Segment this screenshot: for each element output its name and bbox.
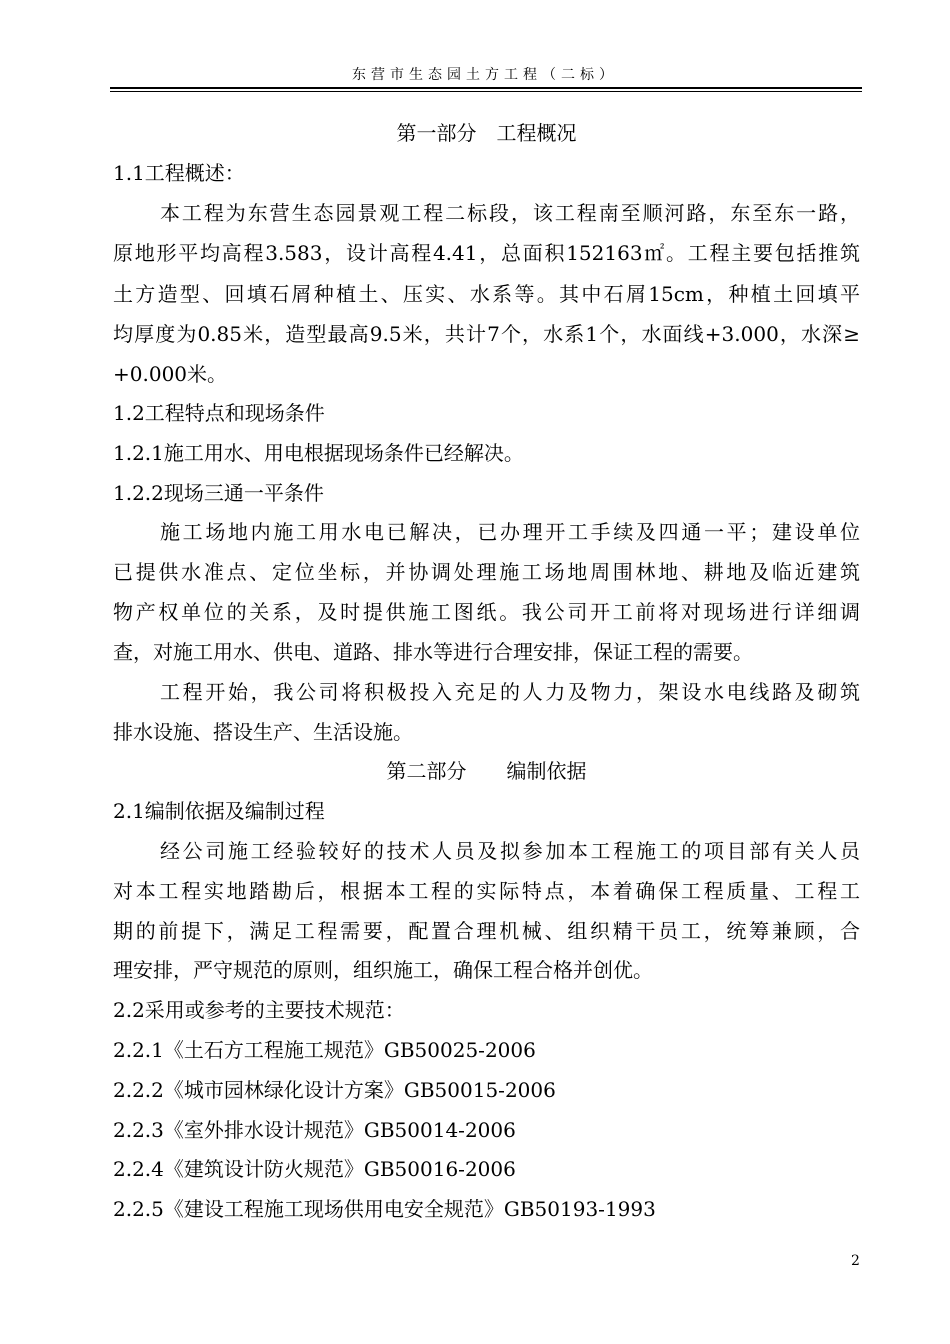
section-1-2-heading: 1.2工程特点和现场条件 <box>113 401 325 425</box>
standard-item: 2.2.4《建筑设计防火规范》GB50016-2006 <box>113 1157 516 1181</box>
section-1-2-2-heading: 1.2.2现场三通一平条件 <box>113 481 324 505</box>
part1-title: 第一部分 工程概况 <box>396 121 577 145</box>
paragraph-2-line: 查，对施工用水、供电、道路、排水等进行合理安排，保证工程的需要。 <box>113 640 753 664</box>
page-number: 2 <box>851 1253 860 1269</box>
standard-item: 2.2.3《室外排水设计规范》GB50014-2006 <box>113 1118 516 1142</box>
paragraph-4-line: 理安排，严守规范的原则，组织施工，确保工程合格并创优。 <box>113 958 653 982</box>
paragraph-2-line: 物产权单位的关系，及时提供施工图纸。我公司开工前将对现场进行详细调 <box>113 600 860 624</box>
paragraph-1-line: 原地形平均高程3.583，设计高程4.41，总面积152163㎡。工程主要包括推筑 <box>113 241 860 265</box>
paragraph-3-line: 排水设施、搭设生产、生活设施。 <box>113 720 413 744</box>
section-1-2-1-text: 1.2.1施工用水、用电根据现场条件已经解决。 <box>113 441 524 465</box>
running-header: 东营市生态园土方工程（二标） <box>352 67 618 83</box>
paragraph-1-line: 土方造型、回填石屑种植土、压实、水系等。其中石屑15cm，种植土回填平 <box>113 282 860 306</box>
header-rule-thick <box>110 87 862 89</box>
section-1-1-heading: 1.1工程概述： <box>113 161 245 185</box>
standard-item: 2.2.1《土石方工程施工规范》GB50025-2006 <box>113 1038 536 1062</box>
paragraph-2-line: 施工场地内施工用水电已解决，已办理开工手续及四通一平；建设单位 <box>160 520 860 544</box>
section-2-1-heading: 2.1编制依据及编制过程 <box>113 799 325 823</box>
paragraph-2-line: 已提供水准点、定位坐标，并协调处理施工场地周围林地、耕地及临近建筑 <box>113 560 860 584</box>
paragraph-1-line: 本工程为东营生态园景观工程二标段，该工程南至顺河路，东至东一路， <box>160 201 860 225</box>
paragraph-4-line: 经公司施工经验较好的技术人员及拟参加本工程施工的项目部有关人员 <box>160 839 860 863</box>
paragraph-3-line: 工程开始，我公司将积极投入充足的人力及物力，架设水电线路及砌筑 <box>160 680 860 704</box>
header-rule-thin <box>110 91 862 92</box>
paragraph-1-line: +0.000米。 <box>113 362 228 386</box>
section-2-2-heading: 2.2采用或参考的主要技术规范： <box>113 998 405 1022</box>
standard-item: 2.2.2《城市园林绿化设计方案》GB50015-2006 <box>113 1078 556 1102</box>
paragraph-4-line: 期的前提下，满足工程需要，配置合理机械、组织精干员工，统筹兼顾，合 <box>113 919 860 943</box>
paragraph-1-line: 均厚度为0.85米，造型最高9.5米，共计7个，水系1个，水面线+3.000，水深≥ <box>113 322 860 346</box>
part2-title: 第二部分 编制依据 <box>386 759 587 783</box>
paragraph-4-line: 对本工程实地踏勘后，根据本工程的实际特点，本着确保工程质量、工程工 <box>113 879 860 903</box>
standard-item: 2.2.5《建设工程施工现场供用电安全规范》GB50193-1993 <box>113 1197 656 1221</box>
